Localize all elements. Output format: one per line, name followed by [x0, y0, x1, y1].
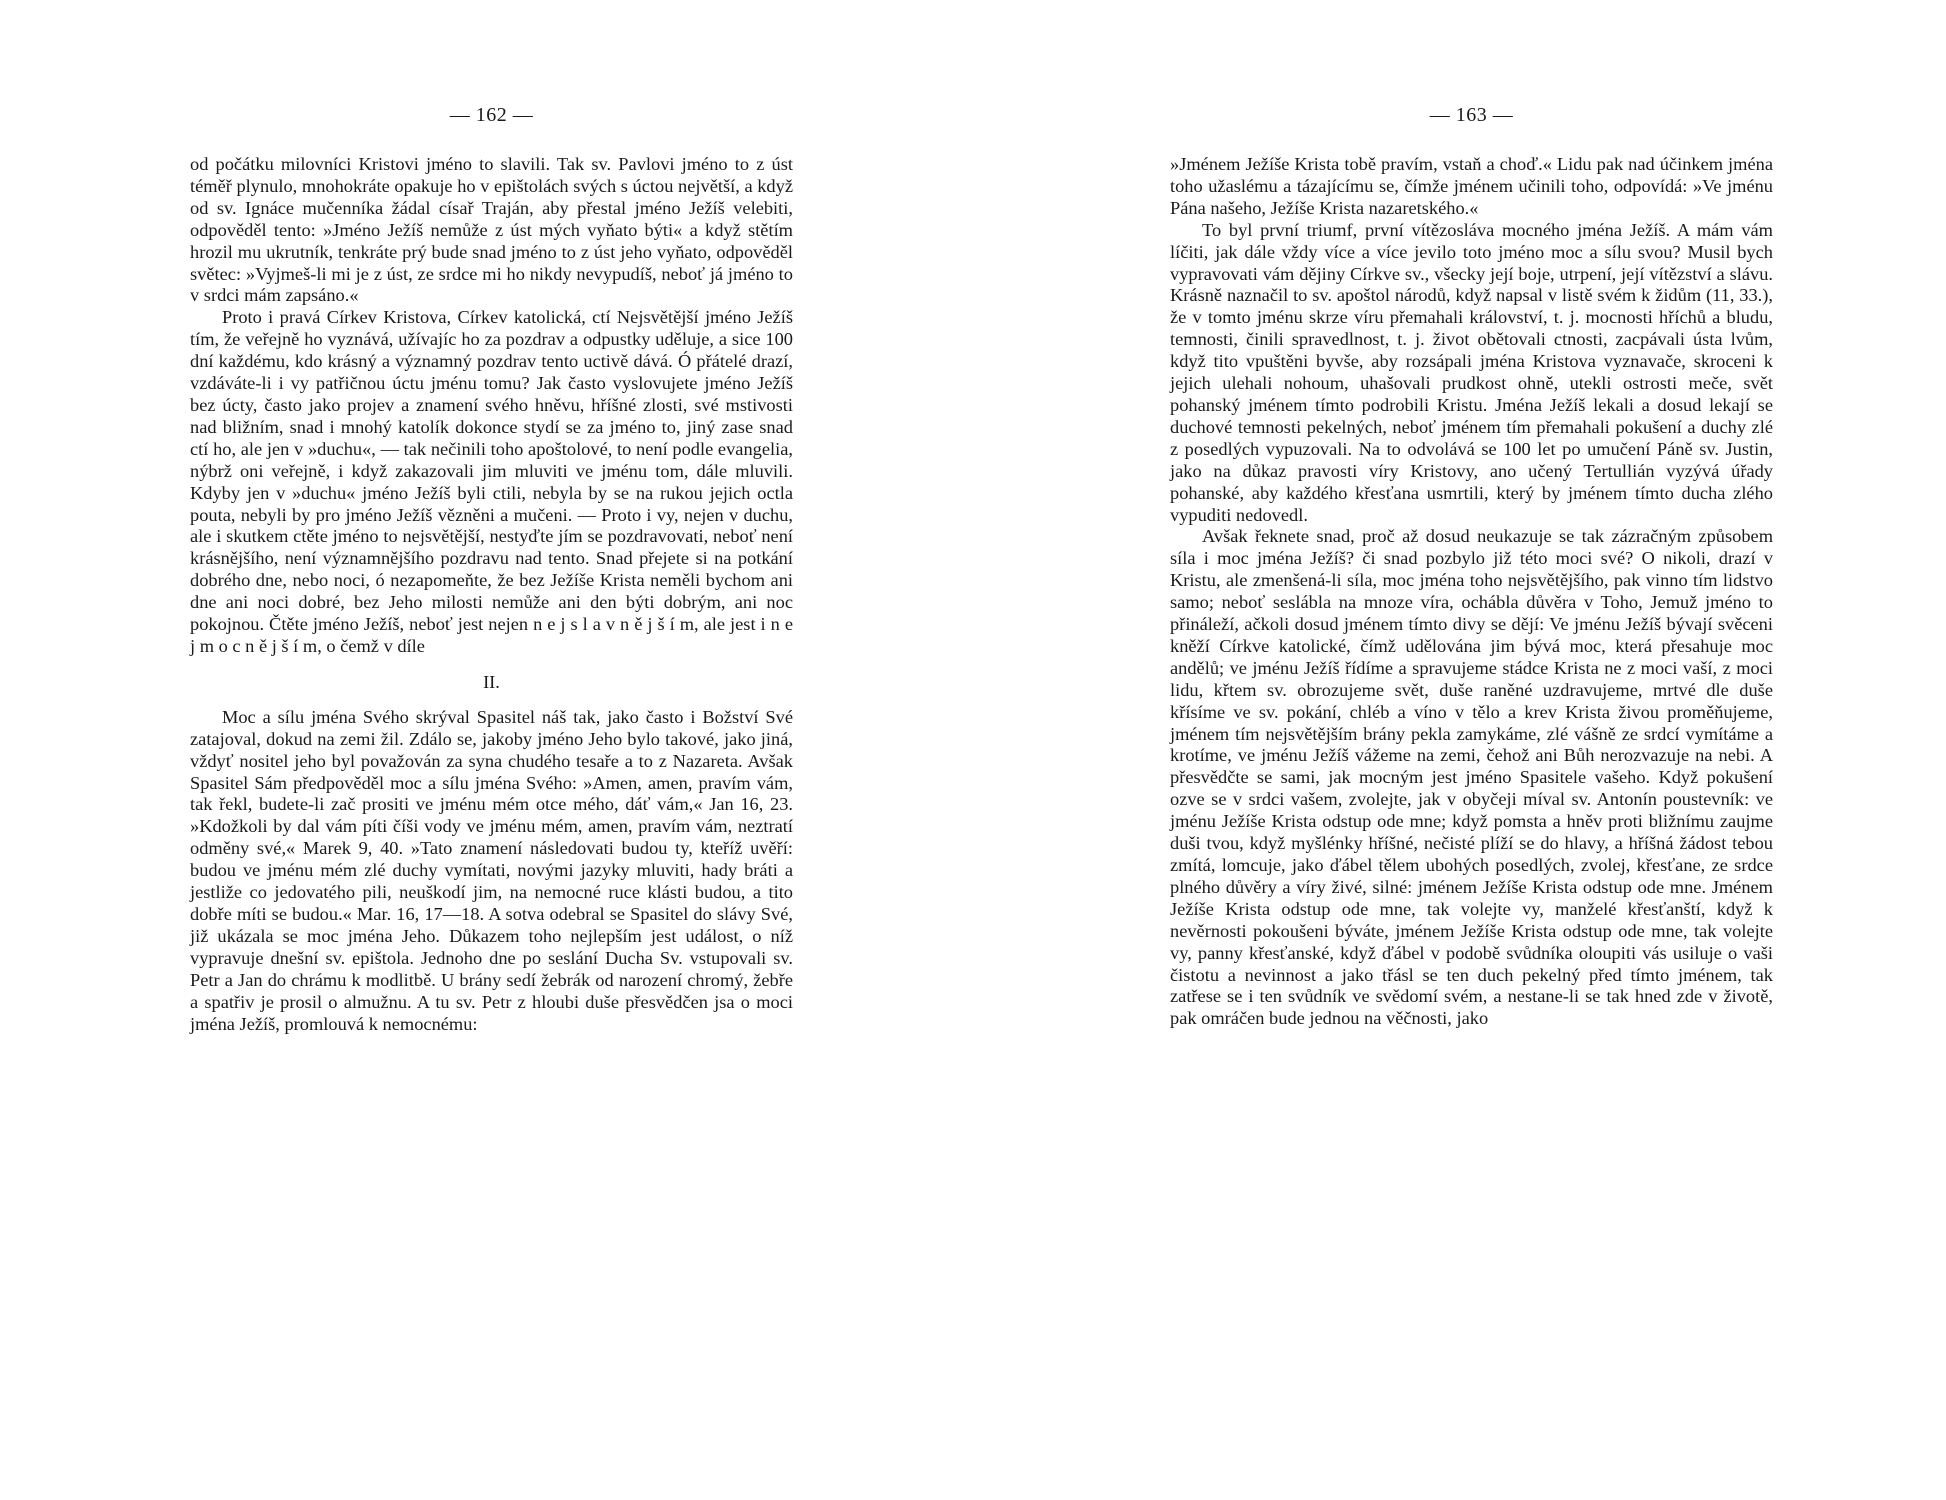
left-page [190, 0, 793, 1500]
page-number: — 162 — [449, 104, 534, 126]
paragraph: od počátku milovníci Kristovi jméno to slavili. Tak sv. Pavlovi jméno to z úst téměř plynulo, mnohokráte opakuje ho v epištolách svých s úctou největší, a když od sv. Ignáce mučenníka žádal císař Traján, aby přestal jméno Ježíš velebiti, odpověděl tento: »Jméno Ježíš nemůže z úst mých vyňato býti« a když stětím hrozil mu ukrutník, tenkráte prý bude snad jméno to z úst jeho vyňato, odpověděl světec: »Vyjmeš-li mi je z úst, ze srdce mi ho nikdy nevypudíš, neboť já jméno to v srdci mám zapsáno.« [190, 154, 793, 306]
paragraph: To byl první triumf, první vítězosláva mocného jména Ježíš. A mám vám líčiti, jak dále vždy více a více jevilo toto jméno moc a sílu svou? Musil bych vypravovati vám dějiny Církve sv., všecky její boje, utrpení, její vítězství a slávu. Krásně naznačil to sv. apoštol národů, když napsal v listě svém k židům (11, 33.), že v tomto jménu skrze víru přemahali království, t. j. mocnosti hříchů a bludu, temnosti, činili spravedlnost, t. j. život obětovali ctnosti, zacpávali ústa lvům, když tito vpuštěni byvše, aby rozsápali jména Kristova vyznavače, skroceni k jejich ulehali nohoum, uhašovali prudkost ohně, utekli ostrosti meče, svět pohanský jménem tímto podrobili Kristu. Jména Ježíš lekali a dosud lekají se duchové temnosti pekelných, neboť jménem tím přemahali pokušení a duchy zlé z posedlých vypuzovali. Na to odvolává se 100 let po umučení Páně sv. Justin, jako na důkaz pravosti víry Kristovy, ano učený Tertullián vyzývá úřady pohanské, aby každého křesťana usmrtili, který by jménem tímto ducha zlého vypuditi nedovedl. [1170, 219, 1773, 525]
section-heading: II. [483, 671, 500, 692]
paragraph: Moc a sílu jména Svého skrýval Spasitel náš tak, jako často i Božství Své zatajoval, dokud na zemi žil. Zdálo se, jakoby jméno Jeho bylo takové, jako jiná, vždyť nositel jeho byl považován za syna chudého tesaře a to z Nazareta. Avšak Spasitel Sám předpověděl moc a sílu jména Svého: »Amen, amen, pravím vám, tak řekl, budete-li zač prositi ve jménu mém otce mého, dáť vám,« Jan 16, 23. »Kdožkoli by dal vám píti číši vody ve jménu mém, amen, pravím vám, neztratí odměny své,« Marek 9, 40. »Tato znamení následovati budou ty, kteříž uvěří: budou ve jménu mém zlé duchy vymítati, novými jazyky mluviti, hady bráti a jestliže co jedovatého pili, neuškodí jim, na nemocné ruce klásti budou, a tito dobře míti se budou.« Mar. 16, 17—18. A sotva odebral se Spasitel do slávy Své, již ukázala se moc jména Jeho. Důkazem toho nejlepším jest událost, o níž vypravuje dnešní sv. epištola. Jednoho dne po seslání Ducha Sv. vstupovali sv. Petr a Jan do chrámu k modlitbě. U brány sedí žebrák od narození chromý, žebře a spatřiv je prosil o almužnu. A tu sv. Petr z hloubi duše přesvědčen jsa o moci jména Ježíš, promlouvá k nemocnému: [190, 706, 793, 1034]
right-page [1170, 0, 1773, 1500]
page-text [1170, 154, 1773, 1030]
page-number: — 163 — [1429, 104, 1514, 126]
paragraph: Proto i pravá Církev Kristova, Církev katolická, ctí Nejsvětější jméno Ježíš tím, že veřejně ho vyznává, užívajíc ho za pozdrav a odpustky uděluje, a sice 100 dní každému, kdo krásný a významný pozdrav tento uctivě dává. Ó přátelé drazí, vzdáváte-li i vy patřičnou úctu jménu tomu? Jak často vyslovujete jméno Ježíš bez úcty, často jako projev a znamení svého hněvu, hříšné zlosti, své mstivosti nad bližním, snad i mnohý katolík dokonce stydí se za jméno to, jiný zase snad ctí ho, ale jen v »duchu«, — tak nečinili toho apoštolové, to není podle evangelia, nýbrž oni veřejně, i když zakazovali jim mluviti ve jménu tom, dále mluvili. Kdyby jen v »duchu« jméno Ježíš byli ctili, nebyla by se na rukou jejich octla pouta, nebyli by pro jméno Ježíš vězněni a mučeni. — Proto i vy, nejen v duchu, ale i skutkem ctěte jméno to nejsvětější, nestyďte jím se pozdravovati, neboť není krásnějšího, není významnějšího pozdravu nad tento. Snad přejete si na potkání dobrého dne, nebo noci, ó nezapomeňte, že bez Ježíše Krista neměli bychom ani dne ani noci dobré, bez Jeho milosti nemůže ani den býti dobrým, ani noc pokojnou. Čtěte jméno Ježíš, neboť jest nejen n e j s l a v n ě j š í m, ale jest i n e j m o c n ě j š í m, o čemž v díle [190, 307, 793, 656]
page-text [190, 154, 793, 1035]
paragraph: »Jménem Ježíše Krista tobě pravím, vstaň a choď.« Lidu pak nad účinkem jména toho užaslému a tázajícímu se, čímže jménem učinili toho, odpovídá: »Ve jménu Pána našeho, Ježíše Krista nazaretského.« [1170, 154, 1773, 218]
paragraph: Avšak řeknete snad, proč až dosud neukazuje se tak zázračným způsobem síla i moc jména Ježíš? či snad pozbylo již této moci své? O nikoli, drazí v Kristu, ale zmenšená-li síla, moc jména toho nejsvětějšího, pak vinno tím lidstvo samo; neboť seslábla na mnoze víra, ochábla důvěra v Toho, Jemuž jméno to přináleží, ačkoli dosud jménem tímto divy se dějí: Ve jménu Ježíš bývají svěceni kněží Církve katolické, čímž udělována jim bývá moc, která přesahuje moc andělů; ve jménu Ježíš řídíme a spravujeme stádce Krista ne z moci vaší, z moci lidu, křtem sv. obrozujeme svět, duše raněné uzdravujeme, mrtvé dle duše křísíme ve sv. pokání, chléb a víno v tělo a krev Krista živou proměňujeme, jménem tím nejsvětějším brány pekla zamykáme, zlé vášně ze srdcí vymítáme a krotíme, ve jménu Ježíš vážeme na zemi, čehož ani Bůh nerozvazuje na nebi. A přesvědčte se sami, jak mocným jest jméno Spasitele vašeho. Když pokušení ozve se v srdci vašem, zvolejte, jak v obyčeji míval sv. Antonín poustevník: ve jménu Ježíše Krista odstup ode mne; když pomsta a hněv proti bližnímu zaujme duši tvou, když myšlénky hříšné, nečisté plíží se do hlavy, a hříšná žádost tebou zmítá, lomcuje, jako ďábel tělem ubohých posedlých, zvolej, křesťane, ze srdce plného důvěry a víry živé, silné: jménem Ježíše Krista odstup ode mne. Jménem Ježíše Krista odstup ode mne, tak volejte vy, manželé křesťanští, když k nevěrnosti pokoušeni býváte, jménem Ježíše Krista odstup ode mne, tak volejte vy, panny křesťanské, když ďábel v podobě svůdníka oloupiti vás usiluje o vaši čistotu a nevinnost a jako třásl se ten duch pekelný před tímto jménem, tak zatřese se i ten svůdník ve svědomí svém, a nestane-li se tak hned zde v životě, pak omráčen bude jednou na věčnosti, jako [1170, 526, 1773, 1029]
